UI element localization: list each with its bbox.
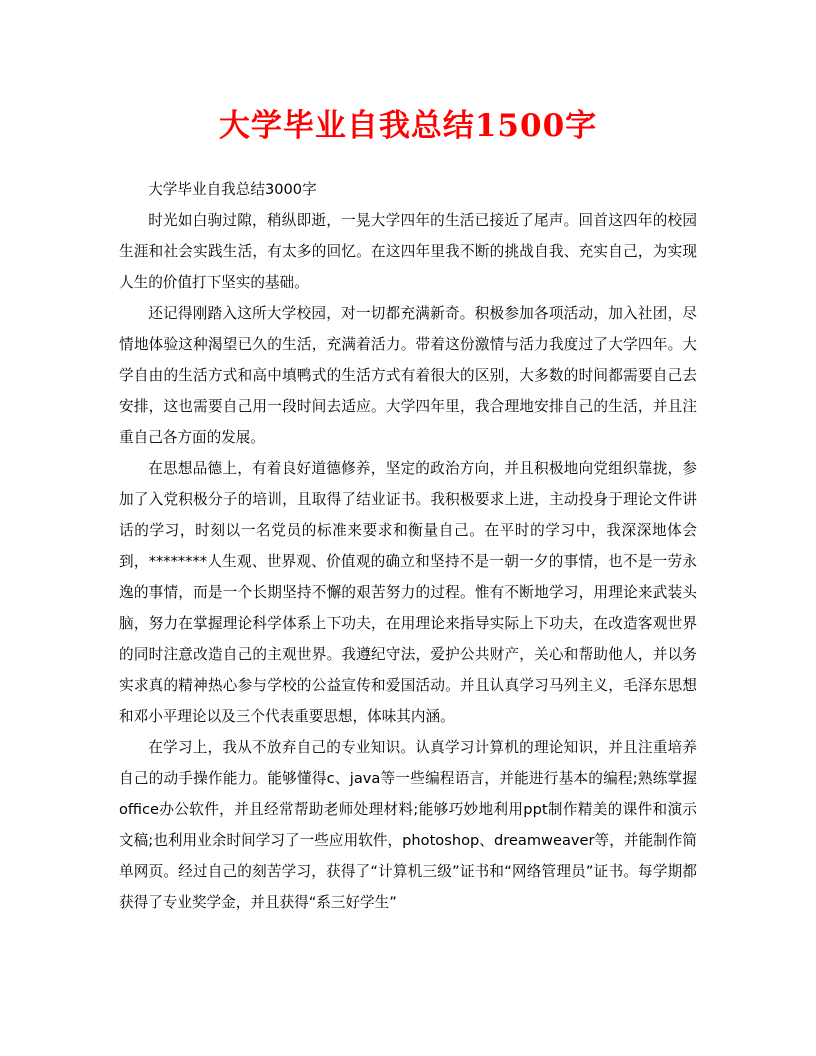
- document-body: [119, 174, 697, 918]
- body-paragraph: 在思想品德上，有着良好道德修养，坚定的政治方向，并且积极地向党组织靠拢，参加了入党积极分子的培训，且取得了结业证书。我积极要求上进，主动投身于理论文件讲话的学习，时刻以一名党员的标准来要求和衡量自己。在平时的学习中，我深深地体会到，********人生观、世界观、价值观的确立和坚持不是一朝一夕的事情，也不是一劳永逸的事情，而是一个长期坚持不懈的艰苦努力的过程。惟有不断地学习，用理论来武装头脑，努力在掌握理论科学体系上下功夫，在用理论来指导实际上下功夫，在改造客观世界的同时注意改造自己的主观世界。我遵纪守法，爱护公共财产，关心和帮助他人，并以务实求真的精神热心参与学校的公益宣传和爱国活动。并且认真学习马列主义，毛泽东思想和邓小平理论以及三个代表重要思想，体味其内涵。: [119, 460, 697, 725]
- body-paragraph: 还记得刚踏入这所大学校园，对一切都充满新奇。积极参加各项活动，加入社团，尽情地体验这种渴望已久的生活，充满着活力。带着这份激情与活力我度过了大学四年。大学自由的生活方式和高中填鸭式的生活方式有着很大的区别，大多数的时间都需要自己去安排，这也需要自己用一段时间去适应。大学四年里，我合理地安排自己的生活，并且注重自己各方面的发展。: [119, 305, 697, 446]
- document-title: 大学毕业自我总结1500字: [218, 108, 598, 144]
- body-paragraph: 在学习上，我从不放弃自己的专业知识。认真学习计算机的理论知识，并且注重培养自己的动手操作能力。能够懂得c、java等一些编程语言，并能进行基本的编程;熟练掌握office办公软件，并且经常帮助老师处理材料;能够巧妙地利用ppt制作精美的课件和演示文稿;也利用业余时间学习了一些应用软件，photoshop、dreamweaver等，并能制作简单网页。经过自己的刻苦学习，获得了“计算机三级”证书和“网络管理员”证书。每学期都获得了专业奖学金，并且获得“系三好学生”: [119, 739, 697, 911]
- body-paragraph: 时光如白驹过隙，稍纵即逝，一晃大学四年的生活已接近了尾声。回首这四年的校园生涯和社会实践生活，有太多的回忆。在这四年里我不断的挑战自我、充实自己，为实现人生的价值打下坚实的基础。: [119, 212, 697, 291]
- subtitle-paragraph: 大学毕业自我总结3000字: [148, 181, 317, 198]
